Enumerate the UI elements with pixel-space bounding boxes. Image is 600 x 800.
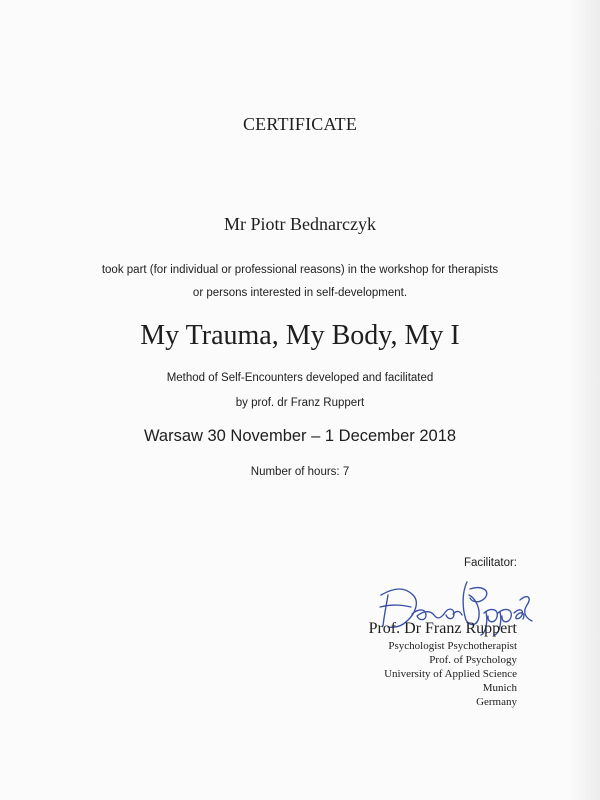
facilitator-title-line: Prof. of Psychology: [429, 654, 517, 666]
method-line-2: by prof. dr Franz Ruppert: [235, 397, 365, 409]
facilitator-university-line: University of Applied Science: [384, 668, 517, 680]
certificate-title: CERTIFICATE: [242, 114, 358, 134]
participation-text-line-1: took part (for individual or professional reasons) in the workshop for therapists: [101, 264, 499, 276]
recipient-name: Mr Piotr Bednarczyk: [224, 214, 376, 234]
hours-count: Number of hours: 7: [250, 466, 350, 478]
facilitator-city-line: Munich: [482, 682, 517, 694]
facilitator-label: Facilitator:: [463, 557, 517, 569]
facilitator-country-line: Germany: [476, 696, 517, 708]
workshop-title: My Trauma, My Body, My I: [140, 320, 460, 351]
method-line-1: Method of Self-Encounters developed and facilitated: [166, 372, 434, 384]
facilitator-title-line: Psychologist Psychotherapist: [388, 640, 517, 652]
participation-text-line-2: or persons interested in self-development.: [192, 287, 408, 299]
facilitator-name: Prof. Dr Franz Ruppert: [368, 620, 517, 637]
workshop-dates: Warsaw 30 November – 1 December 2018: [143, 427, 457, 445]
